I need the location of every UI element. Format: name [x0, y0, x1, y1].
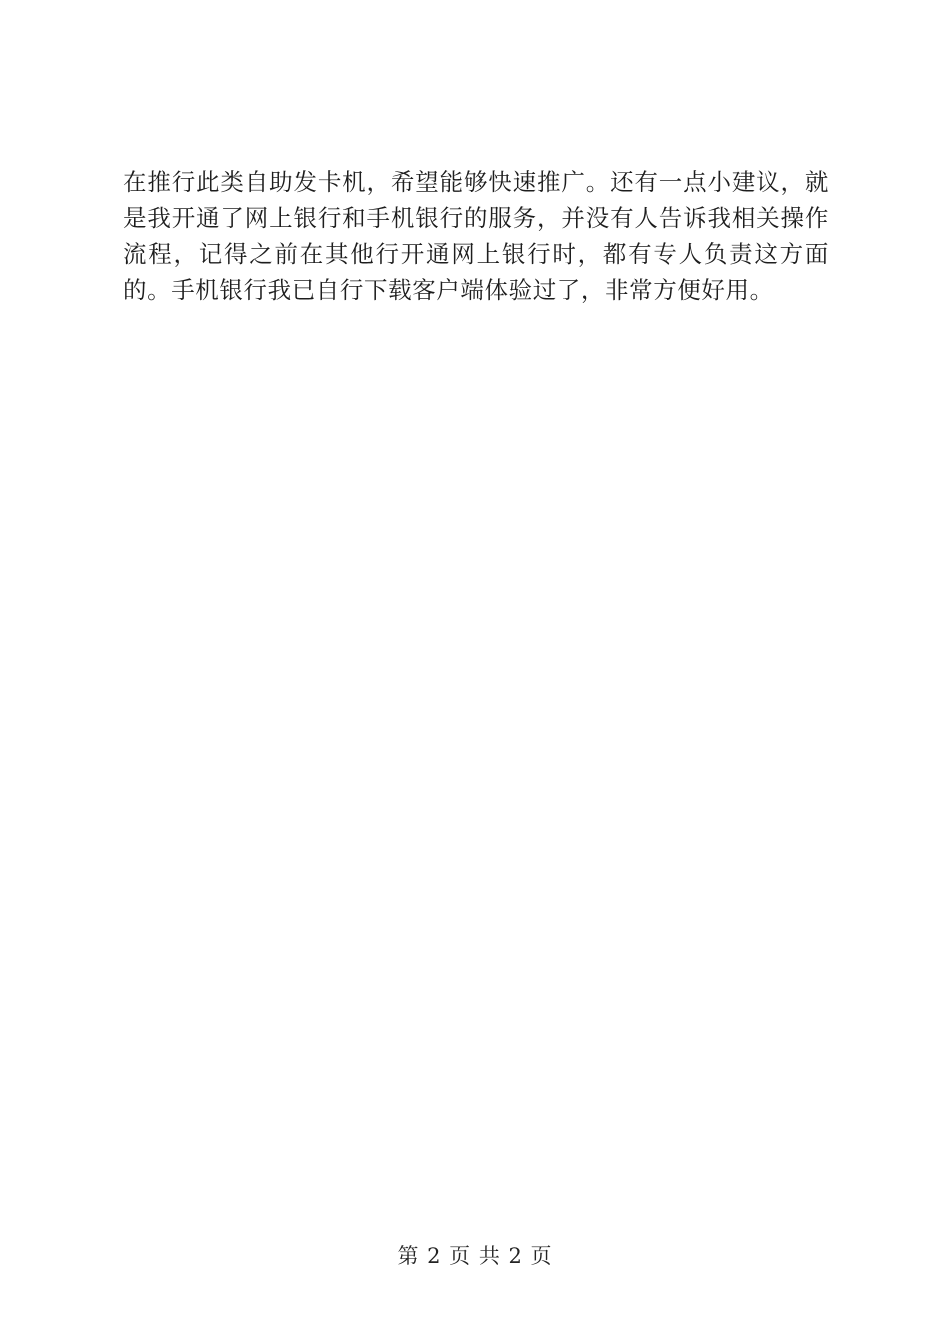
body-paragraph: 在推行此类自助发卡机，希望能够快速推广。还有一点小建议，就是我开通了网上银行和手机银行的服务，并没有人告诉我相关操作流程，记得之前在其他行开通网上银行时，都有专人负责这方面的。手机银行我已自行下载客户端体验过了，非常方便好用。 [123, 168, 829, 304]
page-footer [0, 1240, 950, 1270]
page-number-text: 第 2 页 共 2 页 [397, 1244, 553, 1268]
